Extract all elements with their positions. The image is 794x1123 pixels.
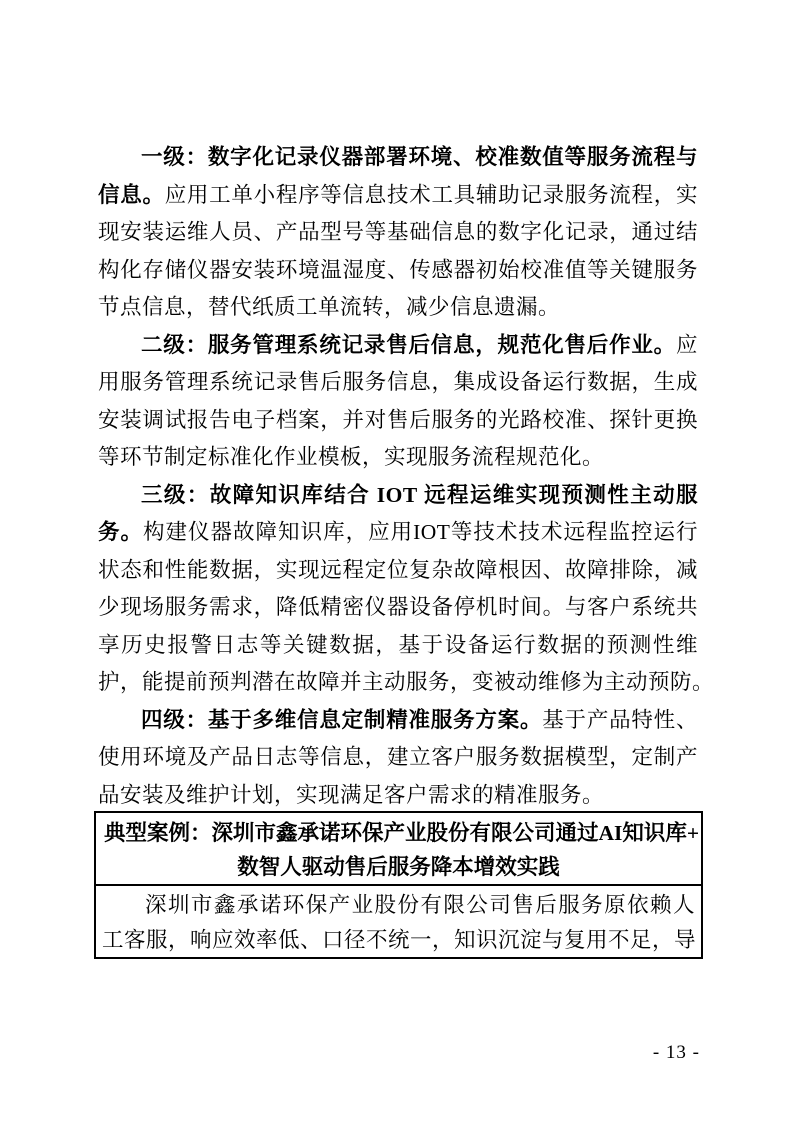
text-line bbox=[98, 439, 698, 477]
text-line bbox=[98, 177, 698, 215]
case-body-line: 深圳市鑫承诺环保产业股份有限公司售后服务原依赖人 bbox=[145, 893, 695, 917]
text-regular: 构建仪器故障知识库，应用IOT等技术技术远程监控运行 bbox=[143, 520, 698, 544]
text-line bbox=[98, 402, 698, 440]
text-regular: 基于产品特性、 bbox=[542, 707, 698, 732]
case-table-header-cell bbox=[96, 813, 701, 886]
text-regular: 等环节制定标准化作业模板，实现服务流程规范化。 bbox=[98, 445, 605, 469]
level-label-bold: 一级：数字化记录仪器部署环境、校准数值等服务流程与 bbox=[141, 145, 698, 169]
text-regular: 节点信息，替代纸质工单流转，减少信息遗漏。 bbox=[98, 295, 561, 319]
text-regular: 用服务管理系统记录售后服务信息，集成设备运行数据，生成 bbox=[98, 370, 698, 394]
text-regular: 现安装运维人员、产品型号等基础信息的数字化记录，通过结 bbox=[98, 220, 698, 244]
text-line bbox=[98, 702, 698, 740]
case-table-title-line-1: 典型案例：深圳市鑫承诺环保产业股份有限公司通过AI知识库+ bbox=[104, 821, 700, 845]
text-regular: 品安装及维护计划，实现满足客户需求的精准服务。 bbox=[98, 782, 605, 807]
text-regular: 少现场服务需求，降低精密仪器设备停机时间。与客户系统共 bbox=[98, 595, 698, 619]
paragraph-level-2 bbox=[98, 327, 698, 477]
text-line bbox=[98, 739, 698, 777]
paragraph-level-3 bbox=[98, 477, 715, 702]
text-line bbox=[98, 139, 698, 177]
text-regular: 使用环境及产品日志等信息，建立客户服务数据模型，定制产 bbox=[98, 745, 698, 769]
page-number: - 13 - bbox=[652, 1042, 700, 1063]
text-regular: 护，能提前预判潜在故障并主动服务，变被动维修为主动预防。 bbox=[98, 670, 715, 694]
level-label-bold: 二级：服务管理系统记录售后信息，规范化售后作业。 bbox=[141, 332, 676, 357]
text-regular: 应 bbox=[675, 332, 698, 357]
text-line bbox=[98, 552, 698, 590]
text-regular: 安装调试报告电子档案，并对售后服务的光路校准、探针更换 bbox=[98, 407, 698, 432]
case-body-line: 工客服，响应效率低、口径不统一，知识沉淀与复用不足，导 bbox=[102, 927, 697, 952]
text-line bbox=[98, 514, 698, 552]
text-regular: 应用工单小程序等信息技术工具辅助记录服务流程，实 bbox=[164, 182, 698, 207]
text-line bbox=[98, 664, 715, 702]
paragraph-level-1 bbox=[98, 139, 698, 327]
text-regular: 构化存储仪器安装环境温湿度、传感器初始校准值等关键服务 bbox=[98, 257, 698, 282]
level-label-bold: 信息。 bbox=[98, 182, 165, 207]
text-regular: 状态和性能数据，实现远程定位复杂故障根因、故障排除，减 bbox=[98, 557, 698, 582]
level-label-bold: 四级：基于多维信息定制精准服务方案。 bbox=[141, 707, 543, 732]
text-regular: 享历史报警日志等关键数据，基于设备运行数据的预测性维 bbox=[98, 632, 698, 657]
text-line bbox=[98, 477, 698, 515]
case-table-title-line-2: 数智人驱动售后服务降本增效实践 bbox=[237, 855, 560, 879]
text-line bbox=[98, 627, 698, 665]
text-line bbox=[98, 777, 698, 815]
level-label-bold: 务。 bbox=[98, 520, 144, 544]
body-text bbox=[98, 139, 715, 814]
case-table-body-cell bbox=[96, 886, 701, 957]
text-line bbox=[98, 252, 698, 290]
text-line bbox=[98, 364, 698, 402]
level-label-bold: 三级：故障知识库结合 IOT 远程运维实现预测性主动服 bbox=[141, 482, 698, 507]
text-line bbox=[98, 327, 698, 365]
text-line bbox=[98, 589, 698, 627]
text-line bbox=[98, 214, 698, 252]
paragraph-level-4 bbox=[98, 702, 698, 815]
case-study-table bbox=[94, 811, 703, 959]
text-line bbox=[98, 289, 698, 327]
